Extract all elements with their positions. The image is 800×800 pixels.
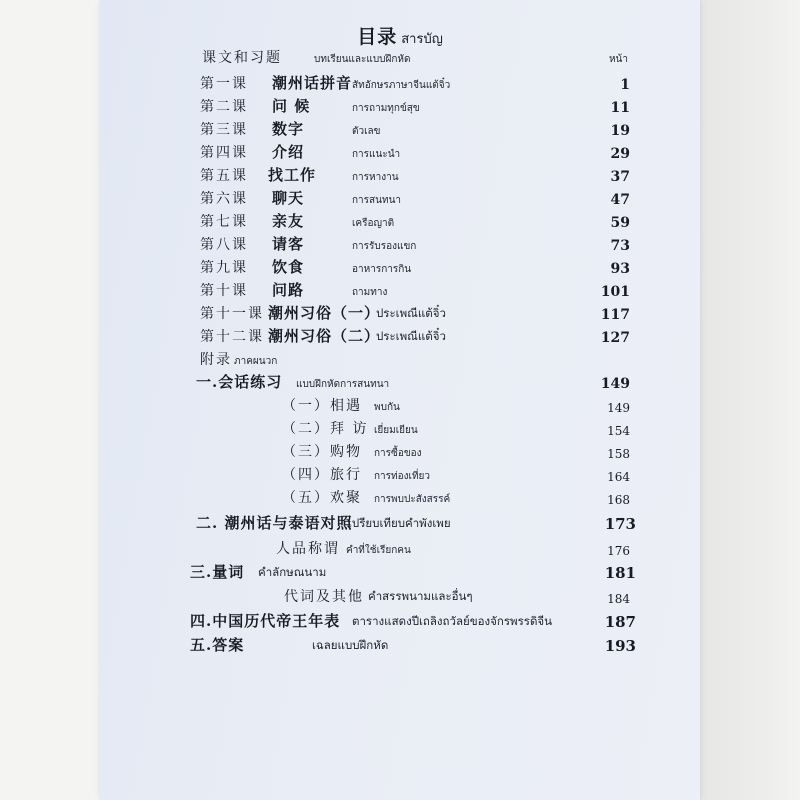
subsection-title-zh: 人品称谓 — [276, 541, 340, 557]
toc-row-lesson-9 — [100, 256, 700, 280]
lesson-title-th: ตัวเลข — [352, 126, 381, 137]
header-col-th: บทเรียนและแบบฝึกหัด — [314, 54, 411, 65]
page-number: 1 — [620, 77, 630, 93]
toc-row-subsection — [100, 537, 700, 561]
page-number: 19 — [610, 123, 630, 139]
lesson-number: 第六课 — [200, 191, 248, 207]
lesson-number: 第二课 — [200, 99, 248, 115]
subsection-title-zh: （二）拜 访 — [282, 421, 369, 437]
subsection-title-zh: （五）欢聚 — [282, 490, 362, 506]
page-number: 164 — [607, 470, 630, 484]
lesson-title-th: ถามทาง — [352, 287, 388, 298]
section-title-zh: 三.量词 — [190, 563, 245, 581]
lesson-number: 第四课 — [200, 145, 248, 161]
lesson-number: 第七课 — [200, 214, 248, 230]
lesson-title-th: ประเพณีแต้จิ๋ว — [376, 329, 446, 343]
subsection-title-th: คำที่ใช้เรียกคน — [346, 545, 411, 556]
page-number: 29 — [610, 146, 630, 162]
toc-row-section-5 — [100, 634, 700, 658]
section-title-zh: 四.中国历代帝王年表 — [190, 612, 341, 630]
page-number: 59 — [610, 215, 630, 231]
toc-row-subsection — [100, 440, 700, 464]
section-title-zh: 五.答案 — [190, 636, 245, 654]
page-number: 117 — [600, 307, 630, 323]
page-number: 173 — [604, 515, 636, 533]
lesson-number: 第十二课 — [200, 329, 264, 345]
toc-header — [100, 46, 700, 70]
lesson-title-zh: 饮食 — [272, 258, 305, 276]
toc-row-lesson-11 — [100, 302, 700, 326]
subsection-title-zh: （一）相遇 — [282, 398, 362, 414]
subsection-title-zh: （三）购物 — [282, 444, 362, 460]
toc-row-section-1 — [100, 371, 700, 395]
toc-row-section-3 — [100, 561, 700, 585]
toc-row-subsection — [100, 486, 700, 510]
page-number: 158 — [607, 447, 630, 461]
section-title-th: แบบฝึกหัดการสนทนา — [296, 379, 390, 390]
lesson-title-zh: 潮州习俗（二） — [268, 327, 381, 345]
toc-row-lesson-5 — [100, 164, 700, 188]
subsection-title-zh: 代词及其他 — [284, 589, 364, 605]
title-zh: 目录 — [357, 26, 398, 48]
lesson-title-th: อาหารการกิน — [352, 264, 412, 275]
lesson-title-th: การถามทุกข์สุข — [352, 103, 420, 114]
page-number: 154 — [607, 424, 630, 438]
lesson-title-th: การหางาน — [352, 172, 399, 183]
section-title-th: เปรียบเทียบคำพังเพย — [348, 516, 451, 530]
page-number: 93 — [610, 261, 630, 277]
lesson-title-zh: 潮州习俗（一） — [268, 304, 381, 322]
toc-row-subsection — [100, 463, 700, 487]
lesson-title-th: การสนทนา — [352, 195, 402, 206]
toc-row-lesson-1 — [100, 72, 700, 96]
lesson-title-th: การรับรองแขก — [352, 241, 417, 252]
lesson-number: 第三课 — [200, 122, 248, 138]
page-title — [100, 22, 700, 49]
toc-row-subsection — [100, 417, 700, 441]
page-number: 127 — [600, 330, 630, 346]
subsection-title-th: การท่องเที่ยว — [374, 471, 431, 482]
lesson-number: 第八课 — [200, 237, 248, 253]
toc-row-subsection — [100, 585, 700, 609]
page-number: 37 — [610, 169, 630, 185]
toc-row-lesson-7 — [100, 210, 700, 234]
page-number: 176 — [607, 544, 630, 558]
lesson-number: 第十课 — [200, 283, 248, 299]
lesson-number: 第九课 — [200, 260, 248, 276]
page-number: 187 — [604, 613, 636, 631]
appendix-heading — [100, 348, 700, 372]
background-surface — [700, 0, 800, 800]
lesson-title-th: เครือญาติ — [352, 218, 395, 229]
page-number: 73 — [610, 238, 630, 254]
lesson-title-th: การแนะนำ — [352, 149, 401, 160]
page-number: 193 — [604, 637, 636, 655]
header-page-label: หน้า — [608, 54, 628, 65]
toc-row-lesson-12 — [100, 325, 700, 349]
lesson-title-zh: 亲友 — [272, 212, 305, 230]
toc-row-lesson-6 — [100, 187, 700, 211]
book-page — [100, 0, 700, 800]
section-title-zh: 二. 潮州话与泰语对照 — [196, 514, 353, 532]
section-title-zh: 一.会话练习 — [196, 373, 283, 391]
toc-row-lesson-10 — [100, 279, 700, 303]
lesson-title-zh: 找工作 — [268, 166, 317, 184]
lesson-title-zh: 数字 — [272, 120, 305, 138]
lesson-number: 第五课 — [200, 168, 248, 184]
section-title-th: ตารางแสดงปีเถลิงถวัลย์ของจักรพรรดิจีน — [352, 614, 553, 628]
page-number: 181 — [604, 564, 636, 582]
lesson-title-th: สัทอักษรภาษาจีนแต้จิ๋ว — [352, 80, 451, 91]
page-number: 168 — [607, 493, 630, 507]
page-number: 101 — [600, 284, 630, 300]
section-title-th: คำลักษณนาม — [258, 565, 327, 579]
lesson-title-zh: 潮州话拼音 — [272, 74, 353, 92]
subsection-title-th: พบกัน — [374, 402, 400, 413]
page-number: 149 — [600, 376, 630, 392]
lesson-title-zh: 问路 — [272, 281, 305, 299]
lesson-title-th: ประเพณีแต้จิ๋ว — [376, 306, 446, 320]
header-col-zh: 课文和习题 — [202, 50, 282, 66]
lesson-title-zh: 请客 — [272, 235, 305, 253]
subsection-title-zh: （四）旅行 — [282, 467, 362, 483]
subsection-title-th: การพบปะสังสรรค์ — [374, 494, 451, 505]
lesson-title-zh: 问 候 — [272, 97, 311, 115]
toc-row-lesson-2 — [100, 95, 700, 119]
page-number: 149 — [607, 401, 630, 415]
lesson-number: 第十一课 — [200, 306, 264, 322]
toc-row-subsection — [100, 394, 700, 418]
subsection-title-th: การซื้อของ — [374, 448, 422, 459]
subsection-title-th: เยี่ยมเยียน — [374, 425, 418, 436]
appendix-label-zh: 附录 — [200, 352, 232, 368]
toc-row-lesson-4 — [100, 141, 700, 165]
page-number: 47 — [610, 192, 630, 208]
toc-row-lesson-8 — [100, 233, 700, 257]
title-th: สารบัญ — [401, 32, 443, 47]
toc-row-lesson-3 — [100, 118, 700, 142]
toc-row-section-2 — [100, 512, 700, 536]
lesson-number: 第一课 — [200, 76, 248, 92]
lesson-title-zh: 介绍 — [272, 143, 305, 161]
page-number: 184 — [607, 592, 630, 606]
appendix-label-th: ภาคผนวก — [234, 356, 278, 367]
toc-row-section-4 — [100, 610, 700, 634]
subsection-title-th: คำสรรพนามและอื่นๆ — [368, 589, 473, 603]
section-title-th: เฉลยแบบฝึกหัด — [312, 638, 389, 652]
page-number: 11 — [610, 100, 630, 116]
lesson-title-zh: 聊天 — [272, 189, 305, 207]
